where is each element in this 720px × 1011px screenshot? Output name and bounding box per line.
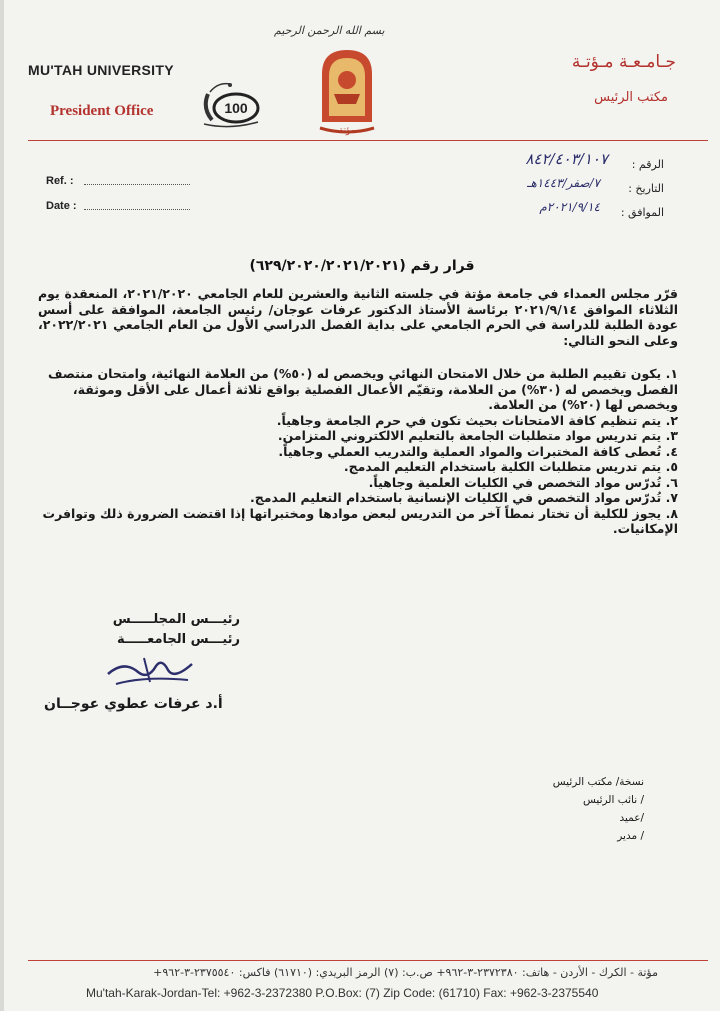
- decision-item: ١. يكون تقييم الطلبة من خلال الامتحان النهائي ويخصص له (٥٠%) من العلامة النهائية، وامتحان منتصف الفصل ويخصص له (٣٠%) من العلامة، وتقيّم الأعمال الفصلية بواقع ثلاثة أعمال على الأقل وموثقة، ويخصص لها (٢٠%) من العلامة.: [47, 366, 678, 412]
- number-value: ٨٤٢/٤٠٣/١٠٧: [525, 150, 608, 168]
- office-name-ar: مكتب الرئيس: [594, 90, 668, 105]
- greg-label: الموافق :: [620, 206, 664, 219]
- header-divider: [28, 140, 708, 141]
- university-president-title: رئيـــس الجامعـــــة: [117, 632, 240, 647]
- decision-item: ٦. تُدرّس مواد التخصص في الكليات العلمية وجاهياً.: [368, 474, 678, 490]
- centenary-logo-text: 100: [224, 100, 248, 116]
- greg-value: ٢٠٢١/٩/١٤م: [539, 200, 600, 214]
- ref-label: Ref. :: [46, 175, 74, 187]
- decision-intro: قرّر مجلس العمداء في جامعة مؤتة في جلسته الثانية والعشرين للعام الجامعي ٢٠٢١/٢٠٢٠، المنعقدة يوم الثلاثاء الموافق ٢٠٢١/٩/١٤ برئاسة الأستاذ الدكتور عرفات عوجان/ رئيس الجامعة، الموافقة على أسس عودة الطلبة للدراسة في الحرم الجامعي على بداية الفصل الدراسي الأول من العام الجامعي ٢٠٢٢/٢٠٢١، وعلى النحو التالي:: [38, 286, 678, 348]
- decision-item: ٤. تُعطى كافة المختبرات والمواد العملية والتدريب العملي وجاهياً.: [278, 443, 678, 459]
- signatory-name: أ.د عرفات عطوي عوجــان: [44, 696, 223, 712]
- cc-line: / نائب الرئيس: [583, 794, 644, 806]
- cc-line: نسخة/ مكتب الرئيس: [552, 776, 644, 788]
- decision-item: ٥. يتم تدريس متطلبات الكلية باستخدام التعليم المدمج.: [343, 459, 678, 474]
- decision-title: قرار رقم (٦٢٩/٢٠٢٠/٢٠٢١/٢٠٢١): [249, 258, 475, 274]
- centenary-logo-icon: [200, 80, 262, 130]
- cc-line: / مدير: [617, 830, 644, 842]
- centenary-logo: [200, 80, 262, 130]
- footer-address-en: Mu'tah-Karak-Jordan-Tel: +962-3-2372380 P.O.Box: (7) Zip Code: (61710) Fax: +962-3-2375540: [86, 986, 599, 1000]
- hijri-value: ٧/صفر/١٤٤٣هـ: [526, 176, 600, 190]
- crest-text: مؤتة: [338, 126, 356, 136]
- decision-item: ٢. يتم تنظيم كافة الامتحانات بحيث تكون في حرم الجامعة وجاهياً.: [276, 412, 678, 428]
- handwritten-signature: [104, 652, 196, 692]
- council-chair-title: رئيـــس المجلـــــس: [112, 612, 240, 627]
- signature-icon: [104, 652, 196, 692]
- decision-item: ٣. يتم تدريس مواد متطلبات الجامعة بالتعليم الالكتروني المتزامن.: [277, 428, 678, 443]
- decision-item: ٨. يجوز للكلية أن تختار نمطاً آخر من التدريس لبعض موادها ومختبراتها إذا اقتضت الضرورة ذلك وتوافرت الإمكانيات.: [42, 505, 678, 536]
- decision-item: ٧. تُدرّس مواد التخصص في الكليات الإنسانية باستخدام التعليم المدمج.: [250, 490, 678, 505]
- footer-divider: [28, 960, 708, 961]
- decision-items: [38, 366, 678, 537]
- university-crest: [314, 44, 380, 136]
- basmala-calligraphy: بسم الله الرحمن الرحيم: [274, 24, 385, 37]
- number-label: الرقم :: [631, 158, 664, 171]
- date-label: Date :: [46, 200, 77, 212]
- university-name-ar: جـامـعـة مـؤتـة: [571, 52, 676, 72]
- office-name-en: President Office: [50, 103, 154, 119]
- footer-address-ar: مؤتة - الكرك - الأردن - هاتف: ٢٣٧٢٣٨٠-٣-٩٦٢+ ص.ب: (٧) الرمز البريدي: (٦١٧١٠) فاكس: ٢٣٧٥٥٤٠-٣-٩٦٢+: [153, 966, 658, 979]
- letter-page: [4, 0, 720, 1011]
- crest-icon: [314, 44, 380, 136]
- hijri-label: التاريخ :: [628, 182, 664, 195]
- cc-line: /عميد: [619, 812, 644, 824]
- ref-line: [84, 184, 190, 185]
- date-line: [84, 209, 190, 210]
- university-name-en: MU'TAH UNIVERSITY: [28, 62, 174, 78]
